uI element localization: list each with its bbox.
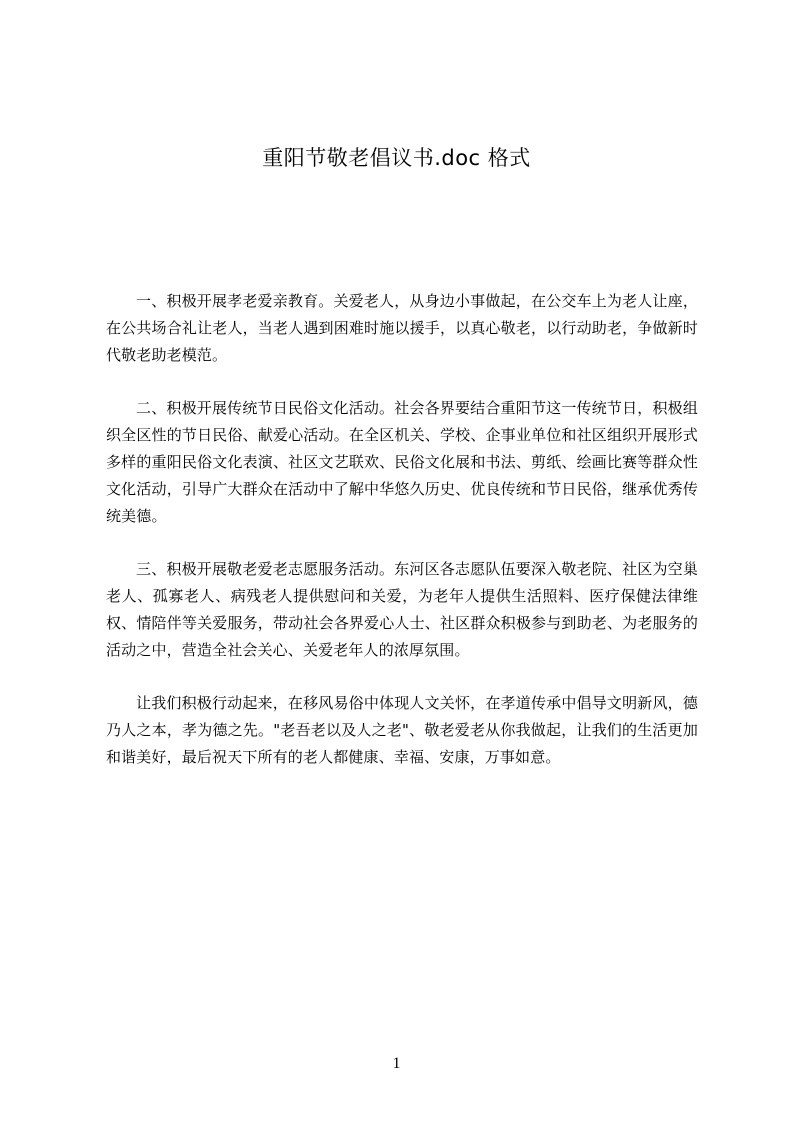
paragraph-4: 让我们积极行动起来，在移风易俗中体现人文关怀，在孝道传承中倡导文明新风，德乃人之本，孝为德之先。"老吾老以及人之老"、敬老爱老从你我做起，让我们的生活更加和谐美好，最后祝天下所有的老人都健康、幸福、安康，万事如意。: [106, 694, 698, 766]
page-number: 1: [392, 1055, 401, 1072]
document-body: [106, 288, 698, 797]
document-title: 重阳节敬老倡议书.doc 格式: [262, 146, 531, 170]
paragraph-1: 一、积极开展孝老爱亲教育。关爱老人，从身边小事做起，在公交车上为老人让座，在公共场合礼让老人，当老人遇到困难时施以援手，以真心敬老，以行动助老，争做新时代敬老助老模范。: [106, 292, 698, 364]
paragraph-2: 二、积极开展传统节日民俗文化活动。社会各界要结合重阳节这一传统节日，积极组织全区性的节日民俗、献爱心活动。在全区机关、学校、企事业单位和社区组织开展形式多样的重阳民俗文化表演、社区文艺联欢、民俗文化展和书法、剪纸、绘画比赛等群众性文化活动，引导广大群众在活动中了解中华悠久历史、优良传统和节日民俗，继承优秀传统美德。: [106, 399, 698, 525]
paragraph-3: 三、积极开展敬老爱老志愿服务活动。东河区各志愿队伍要深入敬老院、社区为空巢老人、孤寡老人、病残老人提供慰问和关爱，为老年人提供生活照料、医疗保健法律维权、情陪伴等关爱服务，带动社会各界爱心人士、社区群众积极参与到助老、为老服务的活动之中，营造全社会关心、关爱老年人的浓厚氛围。: [106, 560, 698, 659]
